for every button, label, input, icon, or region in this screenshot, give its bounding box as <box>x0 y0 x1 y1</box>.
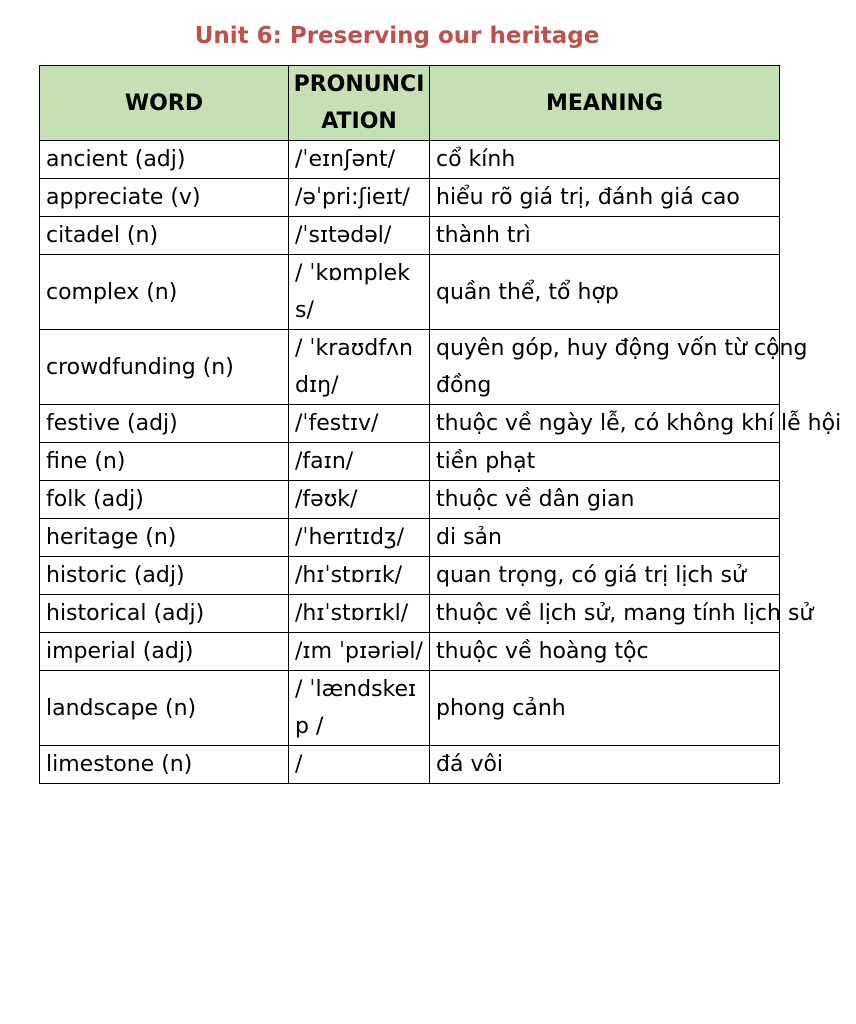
table-row <box>40 405 780 443</box>
table-row <box>40 519 780 557</box>
word-cell: historic (adj) <box>40 557 289 595</box>
pronunciation-cell: /ˈsɪtədəl/ <box>289 217 430 255</box>
meaning-cell: quan trọng, có giá trị lịch sử <box>430 557 780 595</box>
word-cell: limestone (n) <box>40 746 289 784</box>
meaning-cell <box>430 405 842 443</box>
word-cell: citadel (n) <box>40 217 289 255</box>
pronunciation-cell: /fəʊk/ <box>289 481 430 519</box>
table-row <box>40 330 780 405</box>
meaning-cell: thuộc về hoàng tộc <box>430 633 780 671</box>
table-row <box>40 746 780 784</box>
pronunciation-cell: /ɪm ˈpɪəriəl/ <box>289 633 430 671</box>
header-word: WORD <box>40 66 289 141</box>
table-row <box>40 443 780 481</box>
word-cell: landscape (n) <box>40 671 289 746</box>
meaning-cell: di sản <box>430 519 780 557</box>
meaning-cell: hiểu rõ giá trị, đánh giá cao <box>430 179 780 217</box>
word-cell: heritage (n) <box>40 519 289 557</box>
table-row <box>40 141 780 179</box>
meaning-cell: thành trì <box>430 217 780 255</box>
word-cell: festive (adj) <box>40 405 289 443</box>
pronunciation-cell: /hɪˈstɒrɪk/ <box>289 557 430 595</box>
table-header-row <box>40 66 780 141</box>
meaning-text: quyên góp, huy động vốn từ cộng đồng <box>436 336 808 398</box>
table-row <box>40 595 780 633</box>
word-cell: appreciate (v) <box>40 179 289 217</box>
meaning-cell: phong cảnh <box>430 671 780 746</box>
vocabulary-table <box>39 65 842 784</box>
table-row <box>40 481 780 519</box>
header-meaning: MEANING <box>430 66 780 141</box>
table-row <box>40 633 780 671</box>
pronunciation-cell: /faɪn/ <box>289 443 430 481</box>
word-cell: imperial (adj) <box>40 633 289 671</box>
pronunciation-cell: /ˈeɪnʃənt/ <box>289 141 430 179</box>
meaning-cell: thuộc về dân gian <box>430 481 780 519</box>
word-cell: crowdfunding (n) <box>40 330 289 405</box>
pronunciation-cell: / ˈkraʊdfʌndɪŋ/ <box>289 330 430 405</box>
pronunciation-cell: /hɪˈstɒrɪkl/ <box>289 595 430 633</box>
page-title: Unit 6: Preserving our heritage <box>194 23 600 49</box>
pronunciation-cell: /ˈherɪtɪdʒ/ <box>289 519 430 557</box>
word-cell: historical (adj) <box>40 595 289 633</box>
word-cell: ancient (adj) <box>40 141 289 179</box>
table-row <box>40 557 780 595</box>
meaning-cell <box>430 595 814 633</box>
pronunciation-cell: /ˈfestɪv/ <box>289 405 430 443</box>
pronunciation-cell: / ˈlændskeɪp / <box>289 671 430 746</box>
meaning-cell: tiền phạt <box>430 443 780 481</box>
pronunciation-cell: /əˈpri:ʃieɪt/ <box>289 179 430 217</box>
word-cell: fine (n) <box>40 443 289 481</box>
word-cell: folk (adj) <box>40 481 289 519</box>
meaning-cell: đá vôi <box>430 746 780 784</box>
word-cell: complex (n) <box>40 255 289 330</box>
meaning-text: thuộc về ngày lễ, có không khí lễ hội <box>436 411 842 436</box>
pronunciation-cell: / ˈkɒmpleks/ <box>289 255 430 330</box>
table-row <box>40 217 780 255</box>
meaning-text: thuộc về lịch sử, mang tính lịch sử <box>436 601 814 626</box>
table-row <box>40 255 780 330</box>
table-row <box>40 179 780 217</box>
meaning-cell: quần thể, tổ hợp <box>430 255 780 330</box>
table-row <box>40 671 780 746</box>
meaning-cell <box>430 330 808 405</box>
meaning-cell: cổ kính <box>430 141 780 179</box>
pronunciation-cell: / <box>289 746 430 784</box>
header-pronunciation: PRONUNCIATION <box>289 66 430 141</box>
